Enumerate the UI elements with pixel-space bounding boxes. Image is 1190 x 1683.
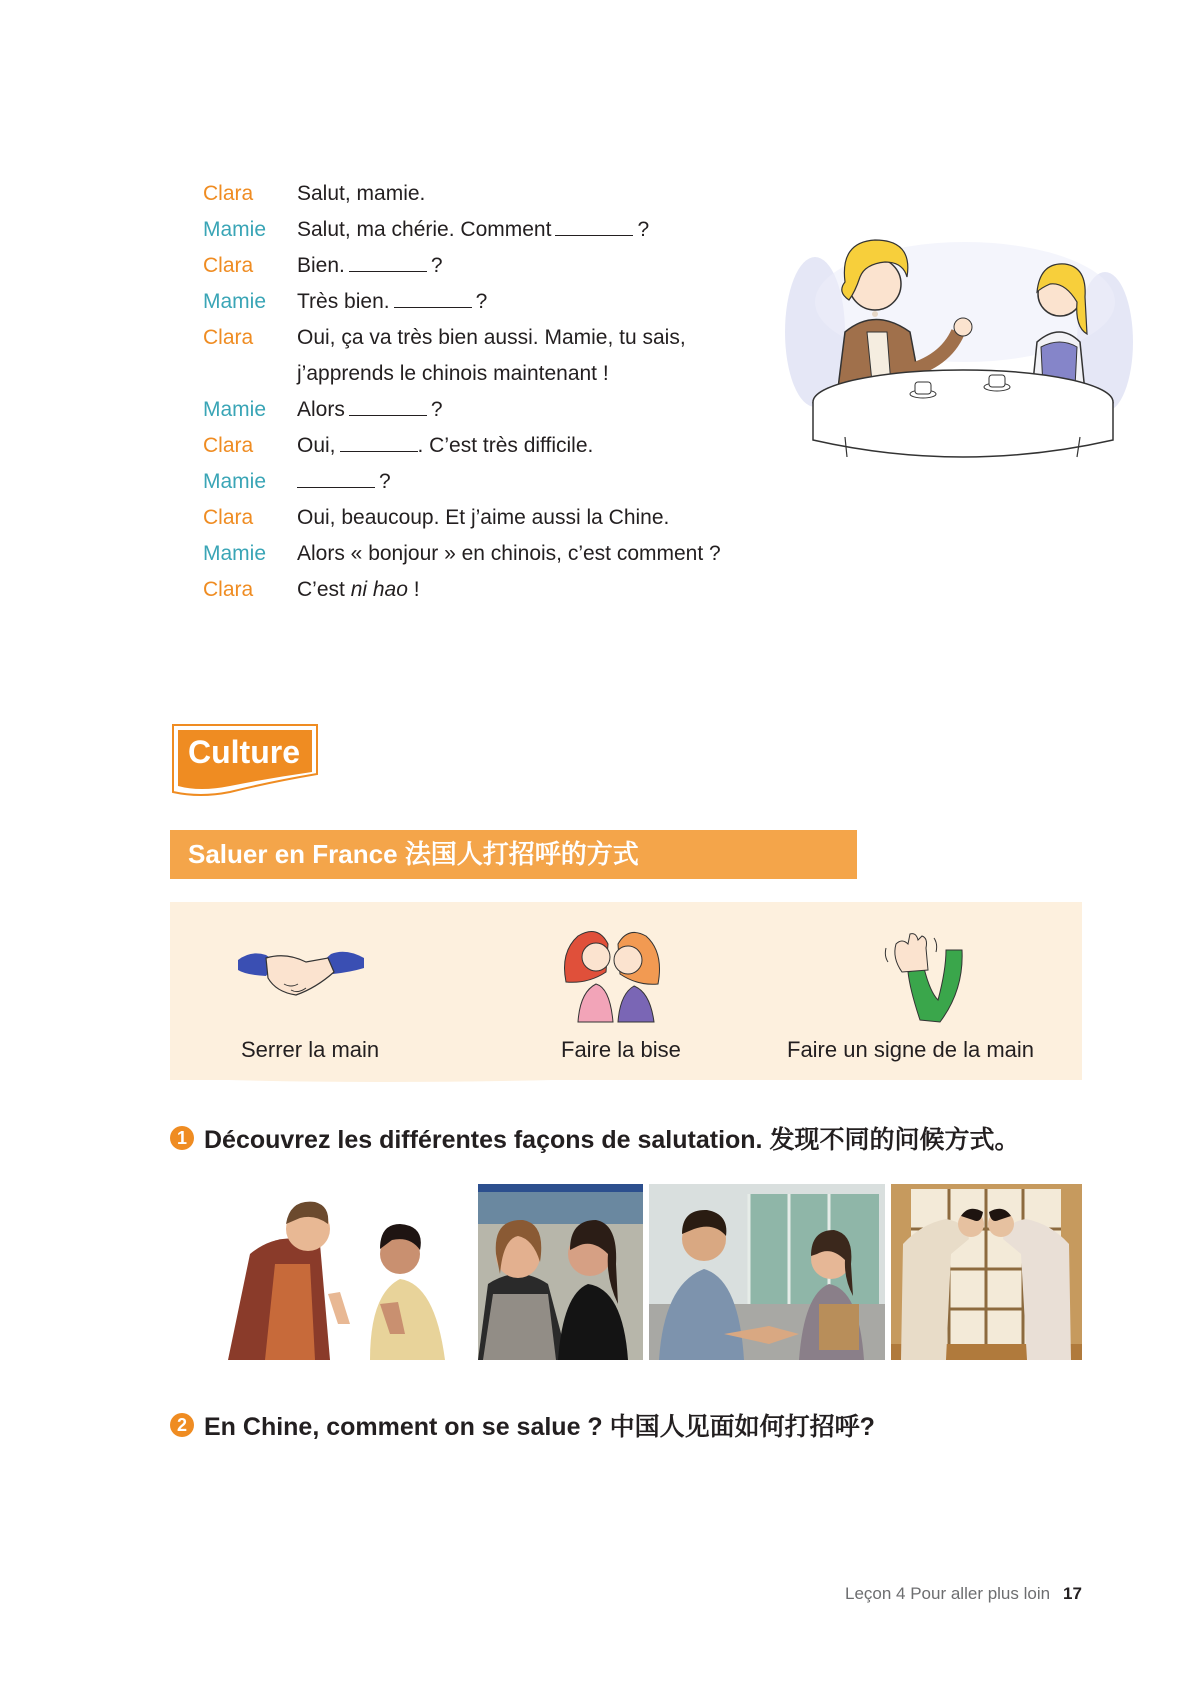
fill-blank[interactable] — [297, 465, 375, 488]
speaker-label — [203, 356, 297, 392]
line-text: Oui, . C’est très difficile. — [297, 428, 743, 464]
line-text: Très bien. ? — [297, 284, 743, 320]
fill-blank[interactable] — [349, 249, 427, 272]
line-text: Bien. ? — [297, 248, 743, 284]
dialogue-line — [203, 500, 743, 536]
speaker-label: Clara — [203, 434, 254, 457]
fill-blank[interactable] — [555, 213, 633, 236]
section-banner — [170, 830, 857, 879]
question-1 — [170, 1120, 1019, 1156]
line-text: Alors ? — [297, 392, 743, 428]
question-number: 2 — [170, 1413, 194, 1437]
line-text: Salut, mamie. — [297, 182, 426, 205]
speaker-label: Clara — [203, 254, 254, 277]
question-text: En Chine, comment on se salue ? 中国人见面如何打招呼? — [204, 1413, 875, 1441]
speaker-label: Mamie — [203, 542, 267, 565]
waving-hand-icon — [880, 930, 970, 1025]
fill-blank[interactable] — [349, 393, 427, 416]
question-2 — [170, 1407, 875, 1443]
dialogue-line — [203, 320, 743, 356]
speaker-label: Mamie — [203, 470, 267, 493]
photo-wai-greeting — [220, 1184, 472, 1360]
photo-friends-bise — [478, 1184, 643, 1360]
dialogue-line — [203, 284, 743, 320]
dialogue-line — [203, 212, 743, 248]
caption-wave: Faire un signe de la main — [787, 1037, 1035, 1062]
friends-bise-image — [478, 1184, 643, 1360]
banner-title: Saluer en France 法国人打招呼的方式 — [188, 839, 639, 869]
line-text: ? — [297, 464, 743, 500]
dialogue-line — [203, 428, 743, 464]
page-number: 17 — [1063, 1584, 1082, 1603]
speaker-label: Mamie — [203, 218, 267, 241]
cafe-conversation-illustration — [775, 222, 1150, 487]
dialogue — [203, 176, 743, 608]
speaker-label: Clara — [203, 326, 254, 349]
line-text: C’est ni hao ! — [297, 578, 420, 601]
fill-blank[interactable] — [340, 429, 418, 452]
photo-handshake — [649, 1184, 885, 1360]
dialogue-line — [203, 356, 743, 392]
caption-kiss: Faire la bise — [561, 1037, 681, 1062]
line-text: Oui, ça va très bien aussi. Mamie, tu sais, — [297, 326, 686, 349]
dialogue-line — [203, 248, 743, 284]
question-text: Découvrez les différentes façons de salutation. 发现不同的问候方式。 — [204, 1126, 1020, 1154]
japanese-bow-image — [891, 1184, 1082, 1360]
line-text: Oui, beaucoup. Et j’aime aussi la Chine. — [297, 506, 670, 529]
speaker-label: Clara — [203, 578, 254, 601]
handshake-photo-image — [649, 1184, 885, 1360]
speaker-label: Clara — [203, 182, 254, 205]
culture-tag-label: Culture — [188, 734, 300, 770]
speaker-label: Mamie — [203, 398, 267, 421]
line-text: j’apprends le chinois maintenant ! — [297, 362, 609, 385]
dialogue-line — [203, 176, 743, 212]
caption-handshake: Serrer la main — [241, 1037, 380, 1062]
handshake-icon — [236, 940, 366, 1010]
dialogue-line — [203, 464, 743, 500]
speaker-label: Mamie — [203, 290, 267, 313]
dialogue-line — [203, 536, 743, 572]
photo-japanese-bow — [891, 1184, 1082, 1360]
wai-greeting-image — [220, 1184, 472, 1360]
cheek-kiss-icon — [558, 922, 666, 1027]
dialogue-line — [203, 572, 743, 608]
panel-wave-edge — [170, 1068, 1082, 1088]
line-text: Alors « bonjour » en chinois, c’est comment ? — [297, 542, 721, 565]
culture-section-tag — [170, 722, 322, 798]
footer-lesson: Leçon 4 Pour aller plus loin — [845, 1584, 1051, 1603]
fill-blank[interactable] — [394, 285, 472, 308]
speaker-label: Clara — [203, 506, 254, 529]
dialogue-line — [203, 392, 743, 428]
question-number: 1 — [170, 1126, 194, 1150]
line-text: Salut, ma chérie. Comment ? — [297, 212, 743, 248]
